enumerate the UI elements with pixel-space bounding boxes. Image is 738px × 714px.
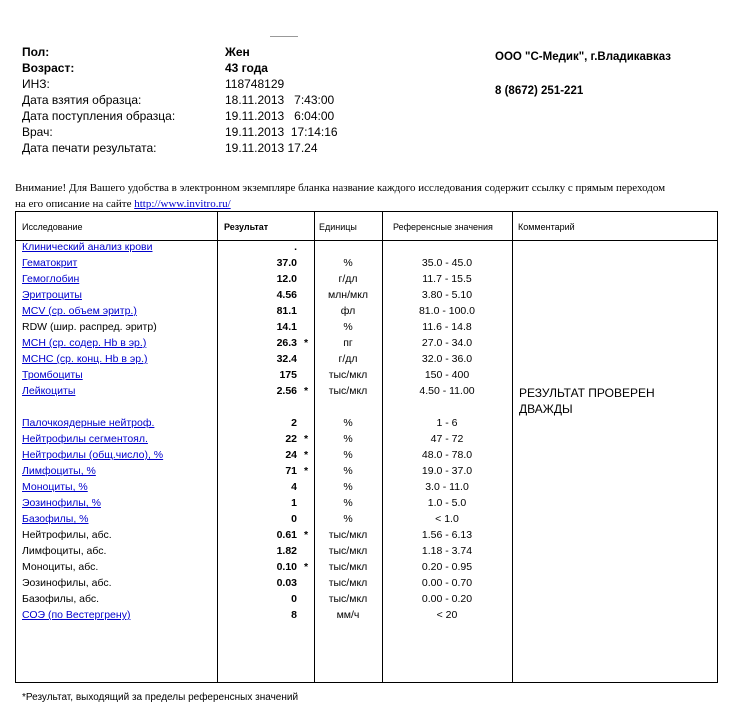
table-row xyxy=(16,305,717,321)
test-name[interactable]: Гемоглобин xyxy=(22,273,80,285)
test-reference: 27.0 - 34.0 xyxy=(421,337,473,349)
test-result: 22 xyxy=(285,433,297,445)
test-name[interactable]: MCH (ср. содер. Hb в эр.) xyxy=(22,337,147,349)
test-name[interactable]: Нейтрофилы (общ.число), % xyxy=(22,449,164,461)
table-row xyxy=(16,289,717,305)
test-result: 2 xyxy=(291,417,297,429)
test-units: млн/мкл xyxy=(327,289,369,301)
test-result: 1.82 xyxy=(276,545,297,557)
sample-received-label: Дата поступления образца: xyxy=(22,109,176,123)
table-row xyxy=(16,369,717,385)
out-of-range-flag: * xyxy=(304,449,309,461)
test-units: г/дл xyxy=(338,273,358,285)
print-date-label: Дата печати результата: xyxy=(22,141,157,155)
out-of-range-flag: * xyxy=(304,433,309,445)
table-row xyxy=(16,545,717,561)
test-reference: 0.20 - 0.95 xyxy=(421,561,473,573)
test-reference: 35.0 - 45.0 xyxy=(421,257,473,269)
test-result: 0.10 xyxy=(276,561,297,573)
age-value: 43 года xyxy=(225,61,268,75)
test-result: 4 xyxy=(291,481,297,493)
header-reference: Референсные значения xyxy=(393,222,493,232)
test-units: % xyxy=(343,257,353,269)
test-result: 14.1 xyxy=(276,321,297,333)
test-result: 71 xyxy=(285,465,297,477)
table-row xyxy=(16,433,717,449)
test-units: % xyxy=(343,433,353,445)
test-units: % xyxy=(343,417,353,429)
header-units: Единицы xyxy=(319,222,357,232)
out-of-range-flag: * xyxy=(304,385,309,397)
test-reference: 1.0 - 5.0 xyxy=(427,497,467,509)
test-name[interactable]: Моноциты, % xyxy=(22,481,88,493)
table-row xyxy=(16,497,717,513)
footnote: *Результат, выходящий за пределы референсных значений xyxy=(22,692,299,703)
test-name: Эозинофилы, абс. xyxy=(22,577,112,589)
test-reference: 0.00 - 0.20 xyxy=(421,593,473,605)
test-reference: 0.00 - 0.70 xyxy=(421,577,473,589)
test-name[interactable]: СОЭ (по Вестергрену) xyxy=(22,609,131,621)
test-result: 8 xyxy=(291,609,297,621)
table-row xyxy=(16,257,717,273)
header-comment: Комментарий xyxy=(518,222,575,232)
test-result: 26.3 xyxy=(276,337,297,349)
table-row xyxy=(16,241,717,257)
table-row xyxy=(16,561,717,577)
test-result: 24 xyxy=(285,449,297,461)
test-reference: 11.6 - 14.8 xyxy=(422,321,472,333)
test-units: % xyxy=(343,449,353,461)
table-row xyxy=(16,529,717,545)
test-units: % xyxy=(343,481,353,493)
test-units: тыс/мкл xyxy=(328,369,368,381)
sample-taken-value: 18.11.2013 7:43:00 xyxy=(225,93,335,107)
sex-value: Жен xyxy=(225,45,250,59)
test-reference: 32.0 - 36.0 xyxy=(421,353,473,365)
test-name[interactable]: MCV (ср. объем эритр.) xyxy=(22,305,137,317)
notice-line-2 xyxy=(15,196,665,212)
notice-text xyxy=(15,180,665,212)
test-name: Нейтрофилы, абс. xyxy=(22,529,112,541)
comment-text xyxy=(519,385,655,417)
test-reference: 3.0 - 11.0 xyxy=(425,481,469,493)
test-result: 1 xyxy=(291,497,297,509)
inz-value: 118748129 xyxy=(225,77,285,91)
table-row xyxy=(16,481,717,497)
test-result: 0 xyxy=(291,513,297,525)
doctor-label: Врач: xyxy=(22,125,53,139)
test-name[interactable]: Нейтрофилы сегментоял. xyxy=(22,433,148,445)
invitro-link[interactable]: http://www.invitro.ru/ xyxy=(134,198,231,210)
test-name[interactable]: Клинический анализ крови xyxy=(22,241,153,253)
out-of-range-flag: * xyxy=(304,465,309,477)
test-reference: 150 - 400 xyxy=(424,369,470,381)
test-name[interactable]: Эритроциты xyxy=(22,289,82,301)
test-result: . xyxy=(294,241,297,253)
test-units: г/дл xyxy=(338,353,358,365)
lab-phone: 8 (8672) 251-221 xyxy=(495,85,584,97)
test-reference: 48.0 - 78.0 xyxy=(421,449,473,461)
notice-line-2-prefix: на его описание на сайте xyxy=(15,198,135,210)
test-result: 4.56 xyxy=(276,289,297,301)
test-reference: 3.80 - 5.10 xyxy=(421,289,473,301)
test-units: фл xyxy=(340,305,356,317)
test-name[interactable]: Гематокрит xyxy=(22,257,78,269)
comment-line-2: ДВАЖДЫ xyxy=(519,402,573,416)
test-name[interactable]: Лимфоциты, % xyxy=(22,465,96,477)
table-row xyxy=(16,593,717,609)
test-units: тыс/мкл xyxy=(328,577,368,589)
out-of-range-flag: * xyxy=(304,529,309,541)
test-name: Лимфоциты, абс. xyxy=(22,545,107,557)
test-reference: < 20 xyxy=(436,609,458,621)
notice-line-1: Внимание! Для Вашего удобства в электронном экземпляре бланка название каждого исследования содержит ссылку с прямым переходом xyxy=(15,182,666,194)
test-reference: 1.18 - 3.74 xyxy=(421,545,473,557)
test-units: тыс/мкл xyxy=(328,561,368,573)
test-reference: 4.50 - 11.00 xyxy=(419,385,475,397)
test-units: тыс/мкл xyxy=(328,385,368,397)
test-result: 81.1 xyxy=(276,305,297,317)
results-table xyxy=(15,211,718,683)
test-reference: 11.7 - 15.5 xyxy=(422,273,472,285)
test-reference: 81.0 - 100.0 xyxy=(418,305,476,317)
table-row xyxy=(16,353,717,369)
table-row xyxy=(16,513,717,529)
test-name: Моноциты, абс. xyxy=(22,561,99,573)
test-reference: 19.0 - 37.0 xyxy=(421,465,473,477)
table-row xyxy=(16,449,717,465)
test-reference: 1 - 6 xyxy=(436,417,458,429)
doctor-value: 19.11.2013 17:14:16 xyxy=(225,125,338,139)
test-result: 2.56 xyxy=(276,385,297,397)
test-name: RDW (шир. распред. эритр) xyxy=(22,321,157,333)
test-name[interactable]: Лейкоциты xyxy=(22,385,76,397)
table-row xyxy=(16,577,717,593)
table-row xyxy=(16,609,717,625)
test-result: 32.4 xyxy=(276,353,297,365)
test-result: 0.61 xyxy=(276,529,297,541)
test-units: пг xyxy=(343,337,353,349)
sex-label: Пол: xyxy=(22,45,50,59)
test-name[interactable]: Базофилы, % xyxy=(22,513,89,525)
test-result: 175 xyxy=(279,369,297,381)
table-row xyxy=(16,417,717,433)
test-name[interactable]: Палочкоядерные нейтроф. xyxy=(22,417,155,429)
table-row xyxy=(16,273,717,289)
test-units: тыс/мкл xyxy=(328,593,368,605)
test-units: % xyxy=(343,497,353,509)
test-name[interactable]: Эозинофилы, % xyxy=(22,497,101,509)
test-units: тыс/мкл xyxy=(328,545,368,557)
test-result: 12.0 xyxy=(276,273,297,285)
sample-received-value: 19.11.2013 6:04:00 xyxy=(225,109,335,123)
test-result: 0 xyxy=(291,593,297,605)
test-name[interactable]: MCHC (ср. конц. Hb в эр.) xyxy=(22,353,148,365)
test-reference: 47 - 72 xyxy=(430,433,464,445)
table-row xyxy=(16,321,717,337)
test-result: 0.03 xyxy=(276,577,297,589)
test-name[interactable]: Тромбоциты xyxy=(22,369,83,381)
sample-taken-label: Дата взятия образца: xyxy=(22,93,142,107)
test-reference: < 1.0 xyxy=(435,513,459,525)
test-units: % xyxy=(343,321,353,333)
table-row xyxy=(16,465,717,481)
test-units: % xyxy=(343,465,353,477)
test-units: % xyxy=(343,513,353,525)
comment-line-1: РЕЗУЛЬТАТ ПРОВЕРЕН xyxy=(519,386,655,400)
inz-label: ИНЗ: xyxy=(22,77,50,91)
out-of-range-flag: * xyxy=(304,561,309,573)
print-date-value: 19.11.2013 17.24 xyxy=(225,141,318,155)
lab-name: ООО "С-Медик", г.Владикавказ xyxy=(495,51,671,63)
out-of-range-flag: * xyxy=(304,337,309,349)
test-reference: 1.56 - 6.13 xyxy=(421,529,473,541)
header-test: Исследование xyxy=(22,222,83,232)
test-result: 37.0 xyxy=(276,257,297,269)
test-units: мм/ч xyxy=(336,609,360,621)
test-name: Базофилы, абс. xyxy=(22,593,100,605)
test-units: тыс/мкл xyxy=(328,529,368,541)
age-label: Возраст: xyxy=(22,61,75,75)
table-row xyxy=(16,337,717,353)
header-result: Результат xyxy=(224,222,269,232)
header-scribble xyxy=(270,36,298,41)
